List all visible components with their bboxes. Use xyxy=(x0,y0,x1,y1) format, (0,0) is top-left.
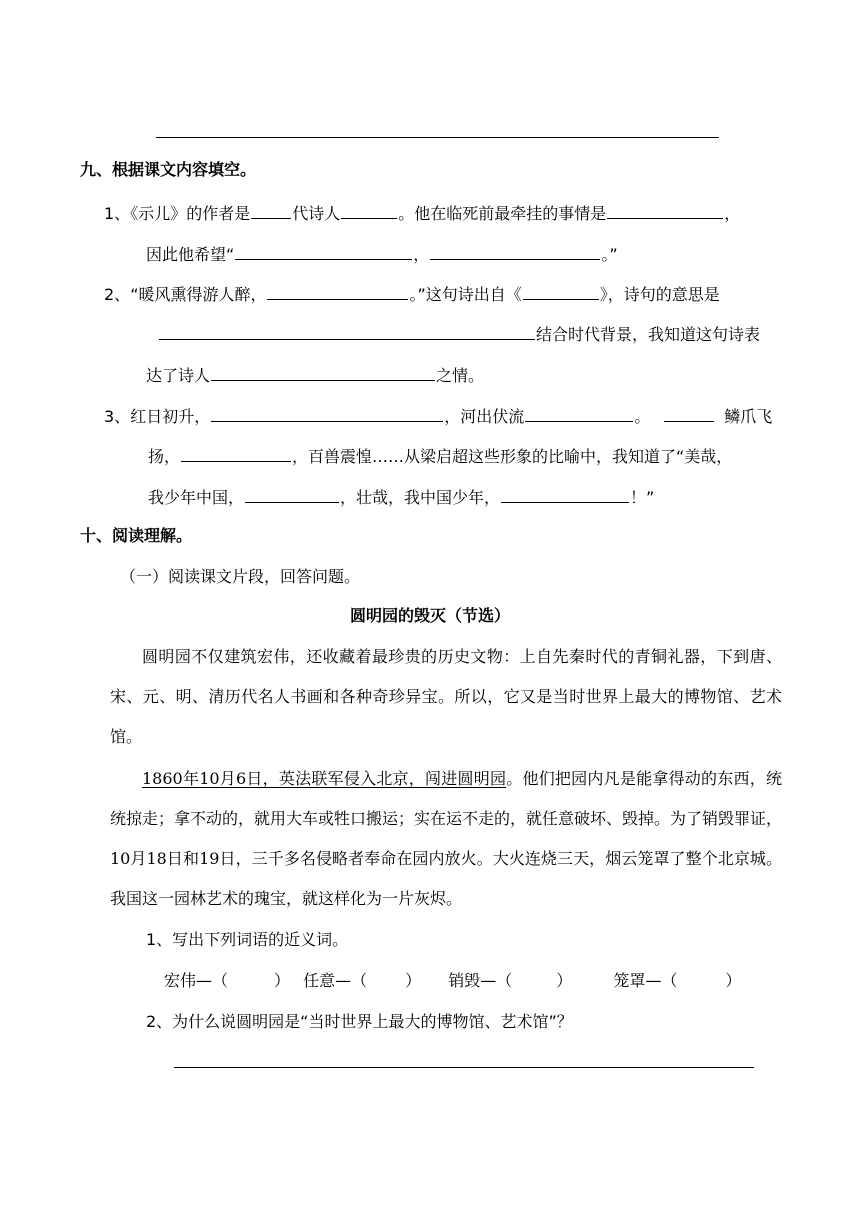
question-9-2-line-3 xyxy=(146,364,484,386)
question-text: ，河出伏流 xyxy=(444,407,525,426)
question-number: 1、 xyxy=(104,204,131,223)
question-number: 2、 xyxy=(104,285,131,304)
answer-line-top xyxy=(156,137,719,138)
answer-line-bottom[interactable] xyxy=(174,1067,754,1068)
question-text: 红日初升， xyxy=(130,407,211,426)
synonym-item: 任意—（ xyxy=(303,971,368,990)
close-paren: ） xyxy=(725,971,742,990)
synonym-row xyxy=(164,971,741,991)
answer-blank[interactable] xyxy=(525,405,633,422)
question-text: 鳞爪飞 xyxy=(724,407,773,426)
synonym-item: 销毁—（ xyxy=(448,971,513,990)
question-9-1-line-2 xyxy=(146,243,618,265)
close-paren: ） xyxy=(274,971,291,990)
answer-blank[interactable] xyxy=(430,243,600,260)
question-number: 3、 xyxy=(104,407,131,426)
answer-blank[interactable] xyxy=(251,202,291,219)
question-text: ！” xyxy=(630,488,655,507)
section-9-heading: 九、根据课文内容填空。 xyxy=(80,160,257,179)
paragraph-text: 圆明园不仅建筑宏伟，还收藏着最珍贵的历史文物：上自先秦时代的青铜礼器，下到唐、宋、元、明、清历代名人书画和各种奇珍异宝。所以，它又是当时世界上最大的博物馆、艺术馆。 xyxy=(110,647,782,746)
answer-blank[interactable] xyxy=(159,323,535,340)
answer-blank[interactable] xyxy=(607,202,723,219)
question-text: “暖风熏得游人醉， xyxy=(130,285,267,304)
answer-blank[interactable] xyxy=(523,283,599,300)
answer-blank[interactable] xyxy=(235,243,412,260)
question-text: 》，诗句的意思是 xyxy=(599,285,720,304)
question-9-3-line-3 xyxy=(148,486,654,508)
answer-blank[interactable] xyxy=(211,364,435,381)
reading-question-1: 1、写出下列词语的近义词。 xyxy=(146,930,349,949)
answer-blank[interactable] xyxy=(245,486,339,503)
question-text: 我少年中国， xyxy=(148,488,245,507)
question-text: 代诗人 xyxy=(292,204,341,223)
question-text: ， xyxy=(413,245,430,264)
answer-blank[interactable] xyxy=(664,405,714,422)
answer-blank[interactable] xyxy=(341,202,397,219)
close-paren: ） xyxy=(556,971,573,990)
question-text: 《示儿》的作者是 xyxy=(130,204,251,223)
synonym-item: 宏伟—（ xyxy=(164,971,229,990)
synonym-item: 笼罩—（ xyxy=(613,971,678,990)
passage-paragraph-2 xyxy=(110,759,782,919)
passage-paragraph-1 xyxy=(110,637,782,757)
question-9-3-line-1 xyxy=(104,405,772,427)
question-text: 。” xyxy=(601,245,618,264)
question-9-2-line-2 xyxy=(158,323,760,345)
passage-title: 圆明园的毁灭（节选） xyxy=(349,606,510,625)
answer-blank[interactable] xyxy=(181,445,291,462)
question-text: 结合时代背景，我知道这句诗表 xyxy=(536,325,761,344)
question-9-2-line-1 xyxy=(104,283,720,305)
section-10-heading: 十、阅读理解。 xyxy=(80,526,193,545)
question-text: 因此他希望“ xyxy=(146,245,235,264)
close-paren: ） xyxy=(405,971,422,990)
answer-blank[interactable] xyxy=(501,486,629,503)
question-9-3-line-2 xyxy=(148,445,732,467)
question-text: 。他在临死前最牵挂的事情是 xyxy=(398,204,607,223)
question-text: 。”这句诗出自《 xyxy=(409,285,522,304)
question-text: ，壮哉，我中国少年， xyxy=(340,488,501,507)
question-9-1-line-1 xyxy=(104,202,740,224)
subsection-heading: （一）阅读课文片段，回答问题。 xyxy=(120,567,361,586)
question-text: 扬， xyxy=(148,447,181,466)
question-text: ， xyxy=(724,204,741,223)
question-text: 之情。 xyxy=(436,366,485,385)
answer-blank[interactable] xyxy=(267,283,408,300)
answer-blank[interactable] xyxy=(211,405,443,422)
reading-question-2: 2、为什么说圆明园是“当时世界上最大的博物馆、艺术馆”？ xyxy=(146,1012,573,1031)
question-text: 达了诗人 xyxy=(146,366,211,385)
paragraph-text: 。他们把园内凡是能拿得动的东西，统统掠走；拿不动的，就用大车或牲口搬运；实在运不走的，就任意破坏、毁掉。为了销毁罪证，10月18日和19日，三千多名侵略者奉命在园内放火。大火连烧三天，烟云笼罩了整个北京城。我国这一园林艺术的瑰宝，就这样化为一片灰烬。 xyxy=(110,769,783,908)
question-text: 。 xyxy=(634,407,651,426)
question-text: ，百兽震惶……从梁启超这些形象的比喻中，我知道了“美哉， xyxy=(292,447,733,466)
underlined-sentence: 1860年10月6日，英法联军侵入北京，闯进圆明园 xyxy=(142,769,507,788)
